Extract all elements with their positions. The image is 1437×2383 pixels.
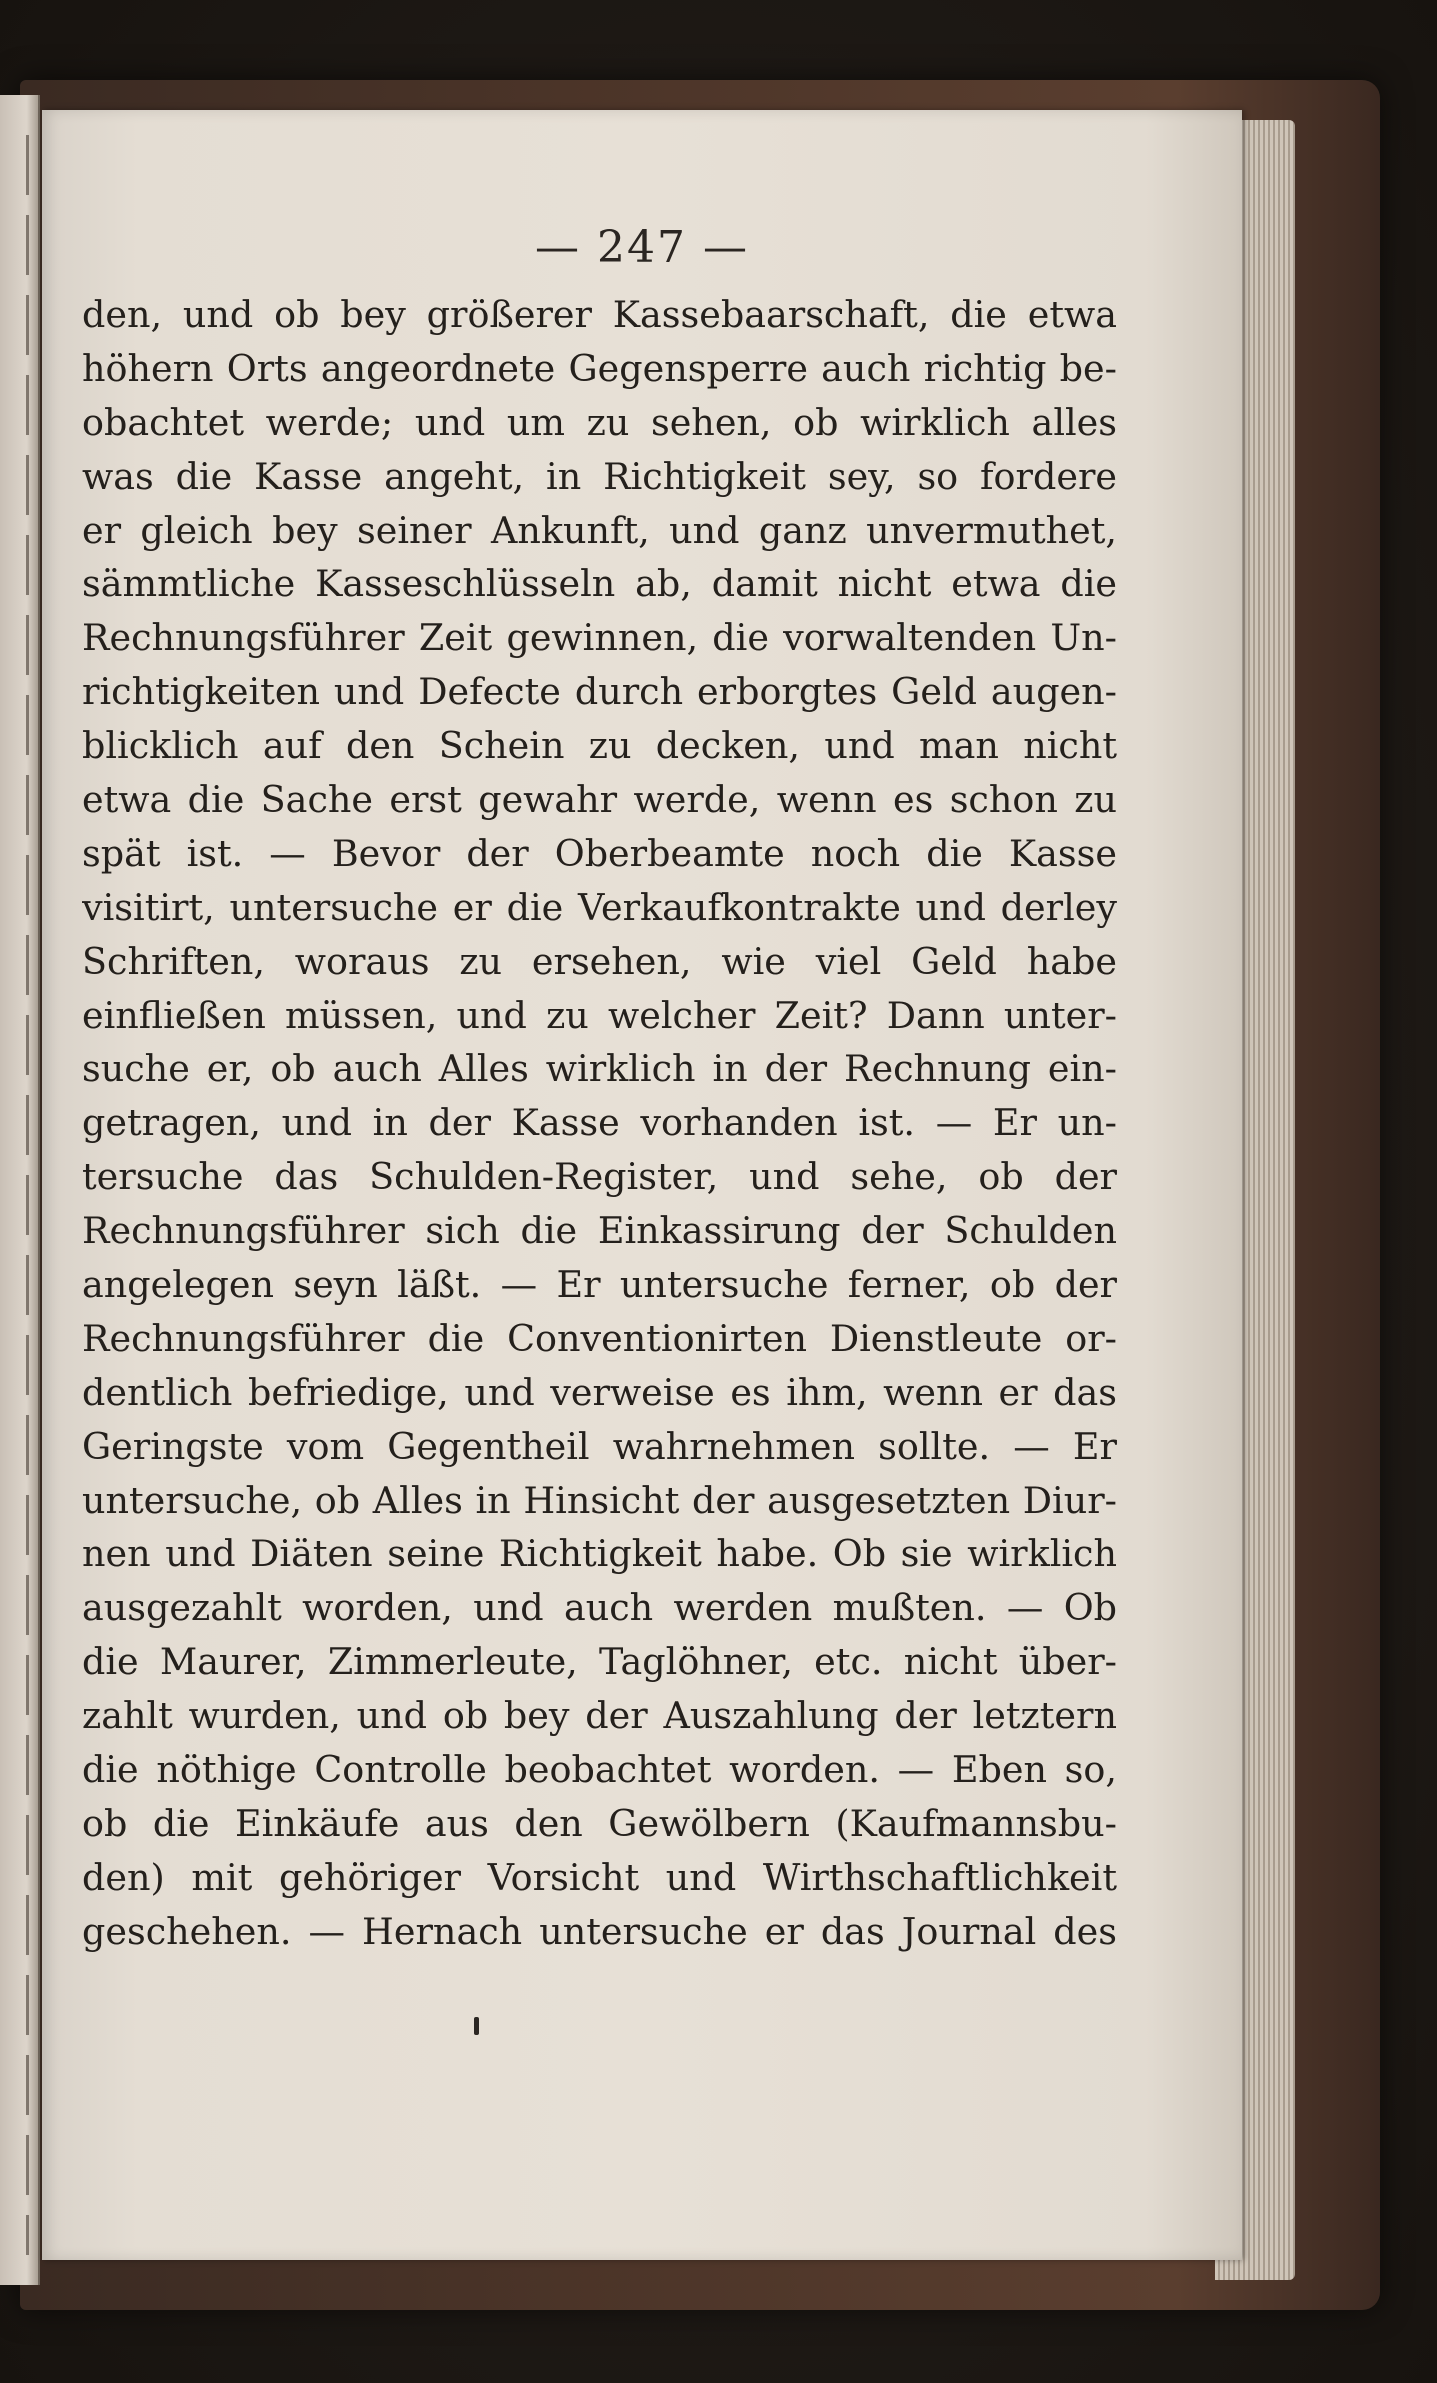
- page-number: — 247 —: [535, 222, 749, 273]
- text-line: untersuche, ob Alles in Hinsicht der ausgesetzten Diur-: [82, 1478, 1117, 1522]
- text-line: visitirt, untersuche er die Verkaufkontrakte und derley: [82, 885, 1117, 929]
- text-line: obachtet werde; und um zu sehen, ob wirklich alles: [82, 400, 1117, 444]
- text-line: suche er, ob auch Alles wirklich in der Rechnung ein-: [82, 1047, 1117, 1091]
- text-line: die nöthige Controlle beobachtet worden. — Eben so,: [82, 1748, 1117, 1792]
- book-page: [42, 110, 1242, 2260]
- text-line: Rechnungsführer die Conventionirten Dienstleute or-: [82, 1316, 1117, 1360]
- text-line: Geringste vom Gegentheil wahrnehmen sollte. — Er: [82, 1424, 1117, 1468]
- text-line: geschehen. — Hernach untersuche er das Journal des: [82, 1909, 1117, 1953]
- page-edge-line: [26, 135, 29, 2255]
- text-line: den) mit gehöriger Vorsicht und Wirthschaftlichkeit: [82, 1855, 1117, 1899]
- text-line: blicklich auf den Schein zu decken, und man nicht: [82, 724, 1117, 768]
- text-line: etwa die Sache erst gewahr werde, wenn es schon zu: [82, 778, 1117, 822]
- text-line: Rechnungsführer Zeit gewinnen, die vorwaltenden Un-: [82, 616, 1117, 660]
- previous-page-edge: [0, 95, 40, 2285]
- signature-mark: [474, 2017, 479, 2035]
- text-line: den, und ob bey größerer Kassebaarschaft, die etwa: [82, 293, 1117, 336]
- text-line: höhern Orts angeordnete Gegensperre auch richtig be-: [82, 346, 1117, 390]
- text-line: zahlt wurden, und ob bey der Auszahlung der letztern: [82, 1694, 1117, 1738]
- text-line: dentlich befriedige, und verweise es ihm, wenn er das: [82, 1370, 1117, 1414]
- text-line: getragen, und in der Kasse vorhanden ist. — Er un-: [82, 1101, 1117, 1145]
- text-line: ausgezahlt worden, und auch werden mußten. — Ob: [82, 1586, 1117, 1630]
- text-line: die Maurer, Zimmerleute, Taglöhner, etc. nicht über-: [82, 1640, 1117, 1684]
- text-line: nen und Diäten seine Richtigkeit habe. Ob sie wirklich: [82, 1532, 1117, 1576]
- text-line: ob die Einkäufe aus den Gewölbern (Kaufmannsbu-: [82, 1801, 1117, 1845]
- body-text: [82, 288, 1117, 1959]
- text-line: tersuche das Schulden-Register, und sehe, ob der: [82, 1155, 1117, 1199]
- text-line: sämmtliche Kasseschlüsseln ab, damit nicht etwa die: [82, 562, 1117, 606]
- text-line: einfließen müssen, und zu welcher Zeit? Dann unter-: [82, 993, 1117, 1037]
- text-line: spät ist. — Bevor der Oberbeamte noch die Kasse: [82, 831, 1117, 875]
- text-line: angelegen seyn läßt. — Er untersuche ferner, ob der: [82, 1263, 1117, 1307]
- text-line: was die Kasse angeht, in Richtigkeit sey, so fordere: [82, 454, 1117, 498]
- text-line: Rechnungsführer sich die Einkassirung der Schulden: [82, 1209, 1117, 1253]
- text-line: er gleich bey seiner Ankunft, und ganz unvermuthet,: [82, 508, 1117, 552]
- text-line: Schriften, woraus zu ersehen, wie viel Geld habe: [82, 939, 1117, 983]
- text-line: richtigkeiten und Defecte durch erborgtes Geld augen-: [82, 670, 1117, 714]
